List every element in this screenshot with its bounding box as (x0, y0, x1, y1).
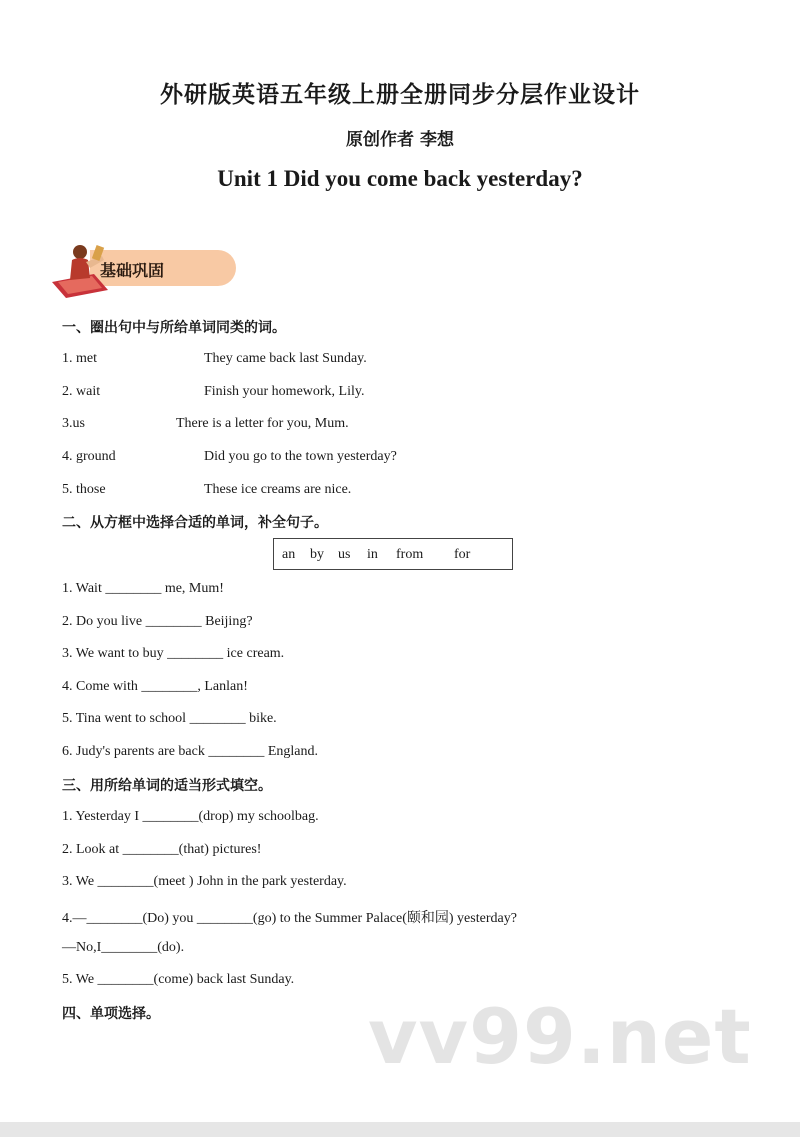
word-bank-item: an (282, 547, 296, 562)
word-bank-box (273, 538, 513, 570)
word-bank-item: by (310, 547, 324, 562)
s3-item: 1. Yesterday I ________(drop) my schoolbag. (62, 809, 319, 824)
s3-item: 2. Look at ________(that) pictures! (62, 842, 262, 857)
s1-sentence: Did you go to the town yesterday? (204, 449, 397, 464)
section-2-heading: 二、从方框中选择合适的单词，补全句子。 (62, 515, 328, 531)
s1-word: 5. those (62, 482, 106, 497)
section-1-heading: 一、圈出句中与所给单词同类的词。 (62, 320, 286, 336)
s2-item: 4. Come with ________, Lanlan! (62, 679, 248, 694)
s1-word: 4. ground (62, 449, 116, 464)
section-3-heading: 三、用所给单词的适当形式填空。 (62, 778, 272, 794)
s2-item: 6. Judy's parents are back ________ England. (62, 744, 319, 759)
document-title: 外研版英语五年级上册全册同步分层作业设计 (160, 82, 640, 108)
s2-item: 2. Do you live ________ Beijing? (62, 614, 253, 629)
s2-item: 3. We want to buy ________ ice cream. (62, 646, 285, 661)
s3-item: 5. We ________(come) back last Sunday. (62, 972, 295, 987)
section-4-heading: 四、单项选择。 (62, 1006, 160, 1022)
s2-item: 1. Wait ________ me, Mum! (62, 581, 224, 596)
page-bottom-edge (0, 1122, 800, 1137)
s1-sentence: These ice creams are nice. (204, 482, 352, 497)
word-bank-item: for (454, 547, 471, 562)
word-bank-item: in (367, 547, 378, 562)
banner-label: 基础巩固 (100, 261, 165, 280)
author-line: 原创作者 李想 (346, 130, 454, 150)
word-bank-item: from (396, 547, 424, 562)
s1-sentence: Finish your homework, Lily. (204, 384, 365, 399)
s3-item: 3. We ________(meet ) John in the park yesterday. (62, 874, 347, 889)
s1-word: 1. met (62, 351, 97, 366)
s1-sentence: They came back last Sunday. (204, 351, 367, 366)
s3-item: 4.—________(Do) you ________(go) to the Summer Palace(颐和园) yesterday? (62, 911, 517, 926)
s1-word: 2. wait (62, 384, 101, 399)
s3-item: —No,I________(do). (62, 940, 185, 955)
word-bank-item: us (338, 547, 351, 562)
s1-sentence: There is a letter for you, Mum. (176, 416, 349, 431)
s1-word: 3.us (62, 416, 85, 431)
s2-item: 5. Tina went to school ________ bike. (62, 711, 277, 726)
unit-title: Unit 1 Did you come back yesterday? (217, 166, 583, 191)
watermark: vv99.net (368, 992, 752, 1081)
